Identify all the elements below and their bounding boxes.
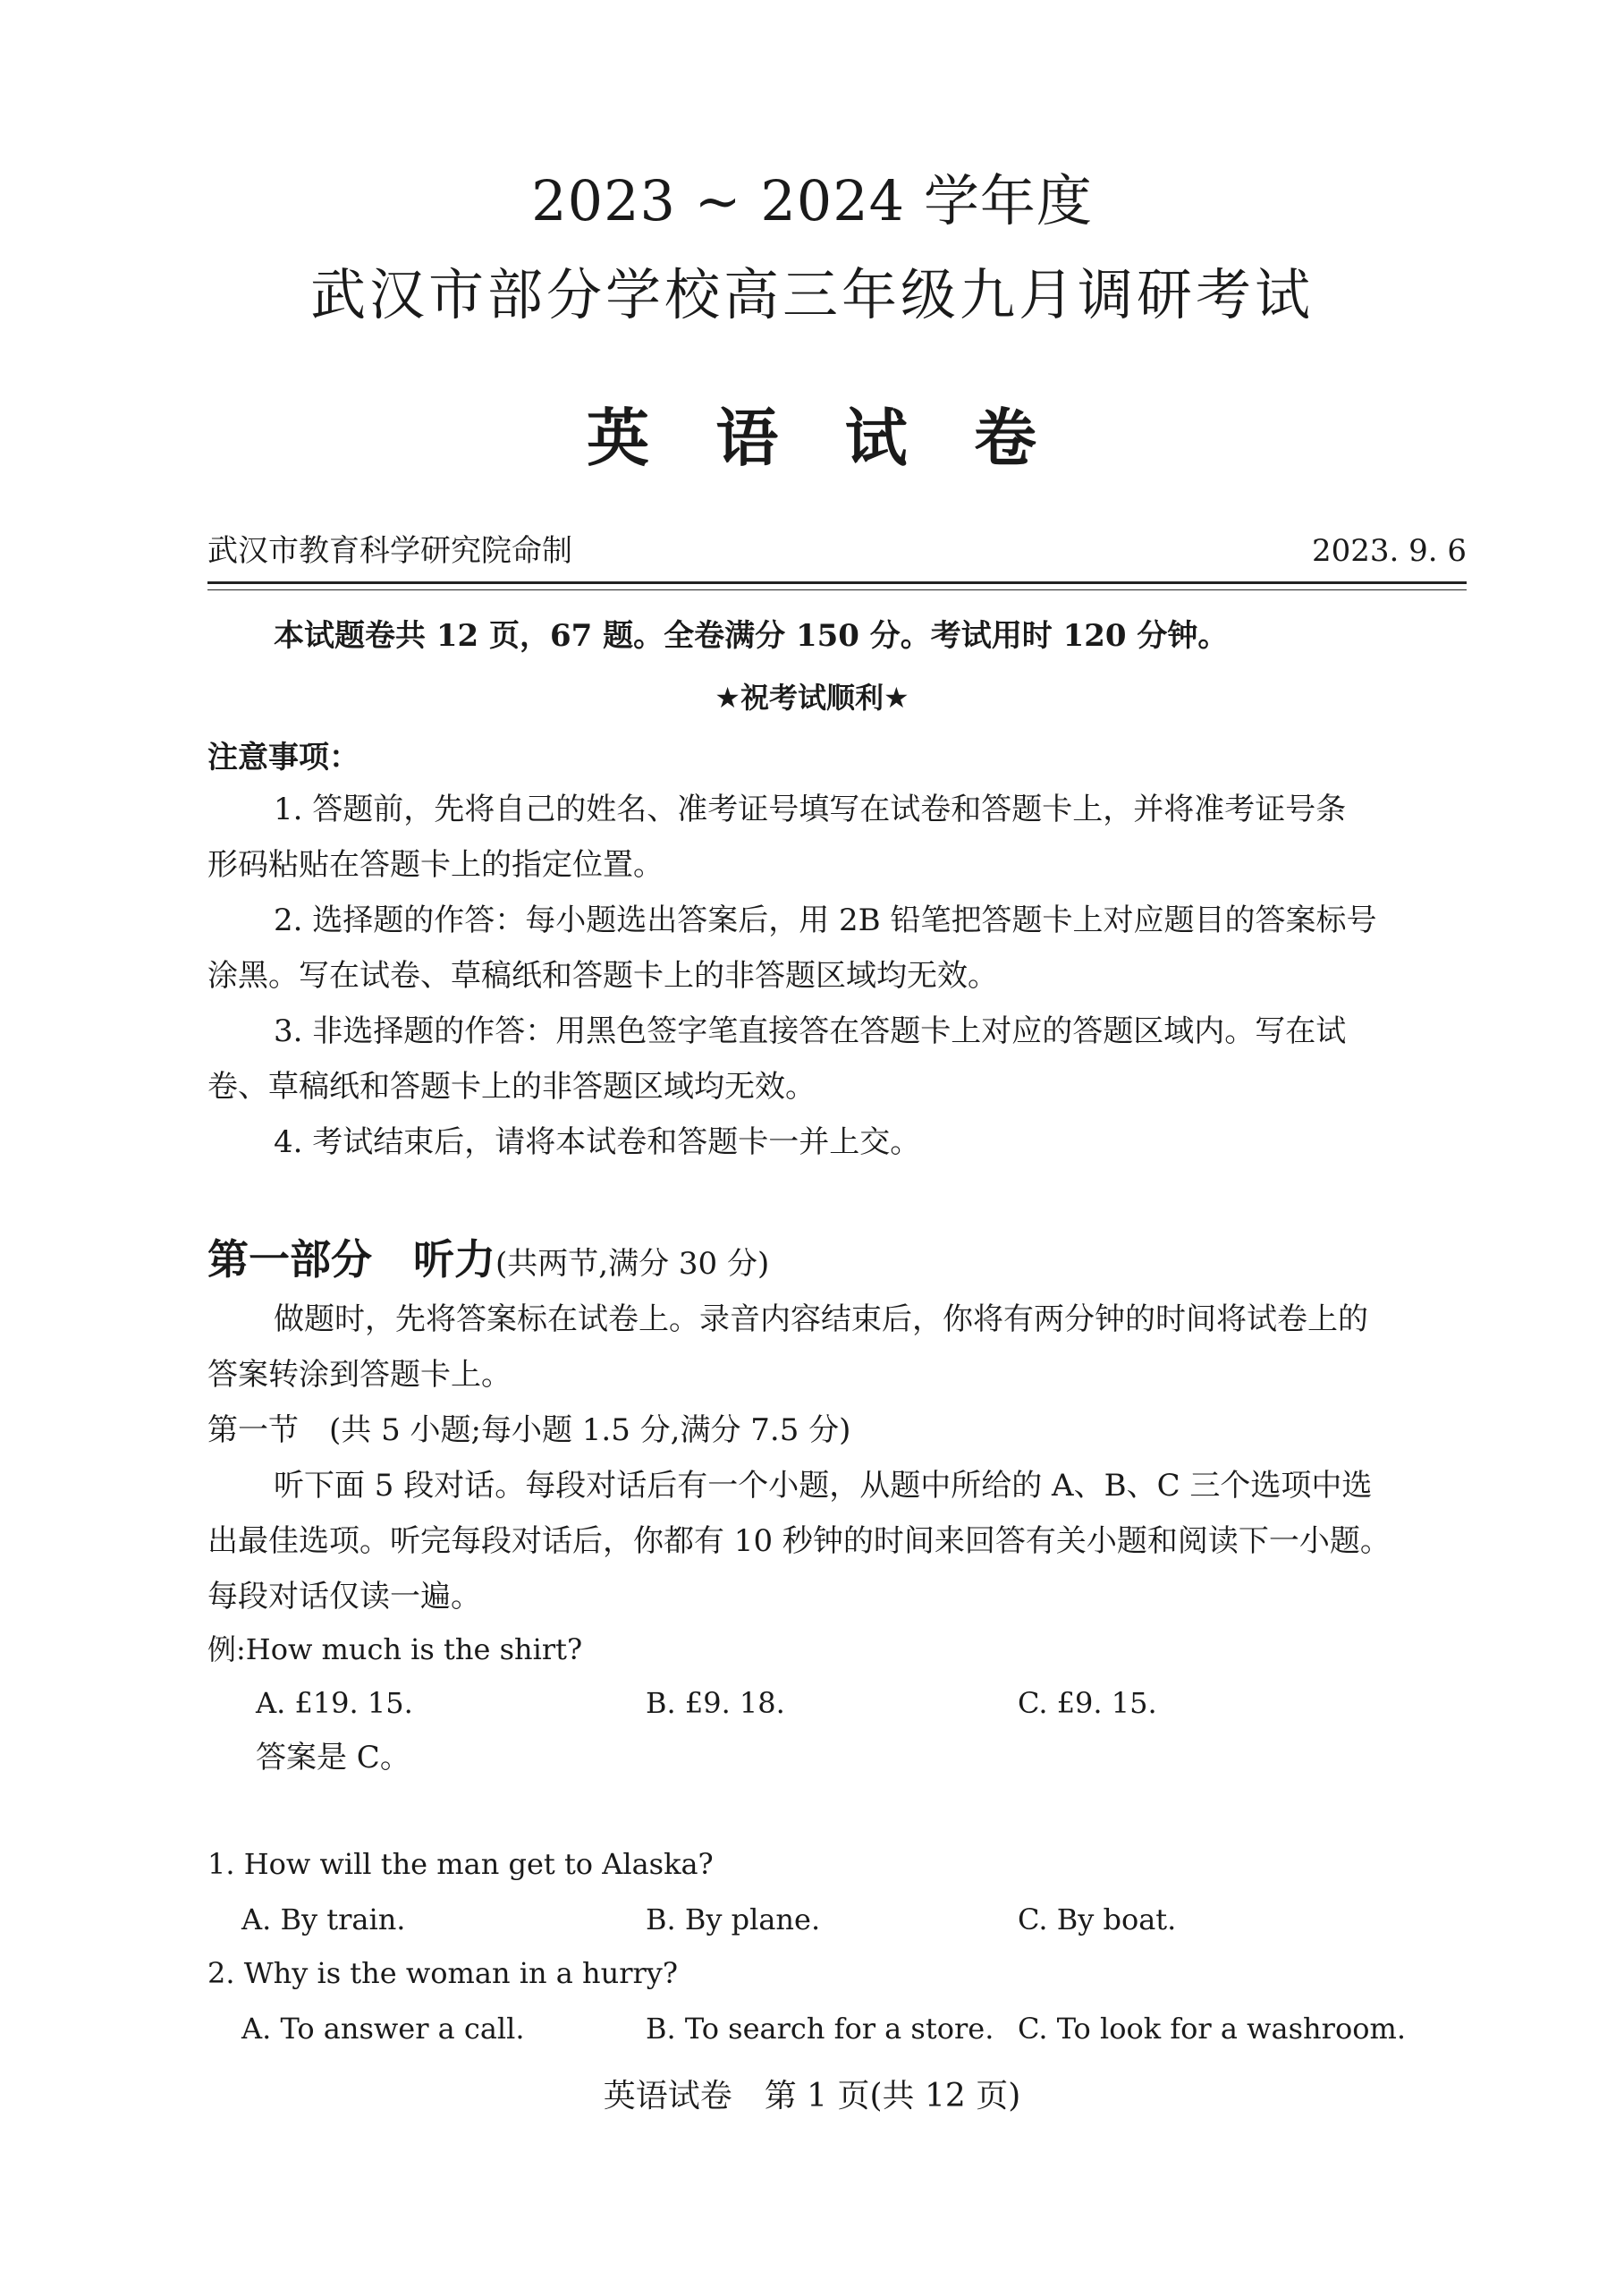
q1-option-b: B. By plane. <box>646 1902 821 1936</box>
exam-date: 2023. 9. 6 <box>1311 533 1467 569</box>
q1-option-c: C. By boat. <box>1018 1902 1177 1936</box>
notice-heading: 注意事项： <box>207 740 359 775</box>
notice-item-2-line1: 2. 选择题的作答：每小题选出答案后，用 2B 铅笔把答题卡上对应题目的答案标号 <box>274 902 1377 938</box>
exam-summary: 本试题卷共 12 页，67 题。全卷满分 150 分。考试用时 120 分钟。 <box>274 618 1229 654</box>
title-subject: 英 语 试 卷 <box>586 401 1038 475</box>
notice-item-1-line2: 形码粘贴在答题卡上的指定位置。 <box>207 847 664 883</box>
issuer: 武汉市教育科学研究院命制 <box>207 533 572 569</box>
notice-item-3-line1: 3. 非选择题的作答：用黑色签字笔直接答在答题卡上对应的答题区域内。写在试 <box>274 1013 1347 1049</box>
good-luck-banner: ★祝考试顺利★ <box>715 681 909 715</box>
example-question: 例:How much is the shirt? <box>207 1632 583 1666</box>
example-option-c: C. £9. 15. <box>1018 1686 1157 1720</box>
question-2: 2. Why is the woman in a hurry? <box>207 1956 679 1990</box>
q2-option-a: A. To answer a call. <box>241 2012 525 2046</box>
part1-instruction-line1: 做题时，先将答案标在试卷上。录音内容结束后，你将有两分钟的时间将试卷上的 <box>274 1301 1368 1337</box>
part1-title-text: 第一部分 听力 <box>207 1235 495 1284</box>
notice-item-1-line1: 1. 答题前，先将自己的姓名、准考证号填写在试卷和答题卡上，并将准考证号条 <box>274 792 1347 827</box>
header-rule-thin <box>207 589 1467 590</box>
part1-instruction-line2: 答案转涂到答题卡上。 <box>207 1357 512 1393</box>
example-option-b: B. £9. 18. <box>646 1686 785 1720</box>
section1-line1: 听下面 5 段对话。每段对话后有一个小题，从题中所给的 A、B、C 三个选项中选 <box>274 1468 1373 1504</box>
q2-option-b: B. To search for a store. <box>646 2012 994 2046</box>
title-exam: 武汉市部分学校高三年级九月调研考试 <box>309 262 1314 327</box>
notice-item-3-line2: 卷、草稿纸和答题卡上的非答题区域均无效。 <box>207 1069 816 1105</box>
section1-title: 第一节 (共 5 小题;每小题 1.5 分,满分 7.5 分) <box>207 1412 851 1448</box>
q2-option-c: C. To look for a washroom. <box>1018 2012 1406 2046</box>
question-1: 1. How will the man get to Alaska? <box>207 1847 714 1881</box>
notice-item-2-line2: 涂黑。写在试卷、草稿纸和答题卡上的非答题区域均无效。 <box>207 958 998 994</box>
part1-title <box>207 1233 769 1291</box>
notice-item-4: 4. 考试结束后，请将本试卷和答题卡一并上交。 <box>274 1124 921 1160</box>
example-answer: 答案是 C。 <box>256 1740 410 1775</box>
example-option-a: A. £19. 15. <box>256 1686 413 1720</box>
q1-option-a: A. By train. <box>241 1902 406 1936</box>
title-year: 2023 ~ 2024 学年度 <box>531 168 1093 233</box>
section1-line3: 每段对话仅读一遍。 <box>207 1579 481 1614</box>
section1-line2: 出最佳选项。听完每段对话后，你都有 10 秒钟的时间来回答有关小题和阅读下一小题。 <box>207 1523 1391 1559</box>
part1-subtitle: (共两节,满分 30 分) <box>495 1246 770 1282</box>
header-rule-thick <box>207 581 1467 584</box>
page-footer: 英语试卷 第 1 页(共 12 页) <box>603 2078 1021 2114</box>
